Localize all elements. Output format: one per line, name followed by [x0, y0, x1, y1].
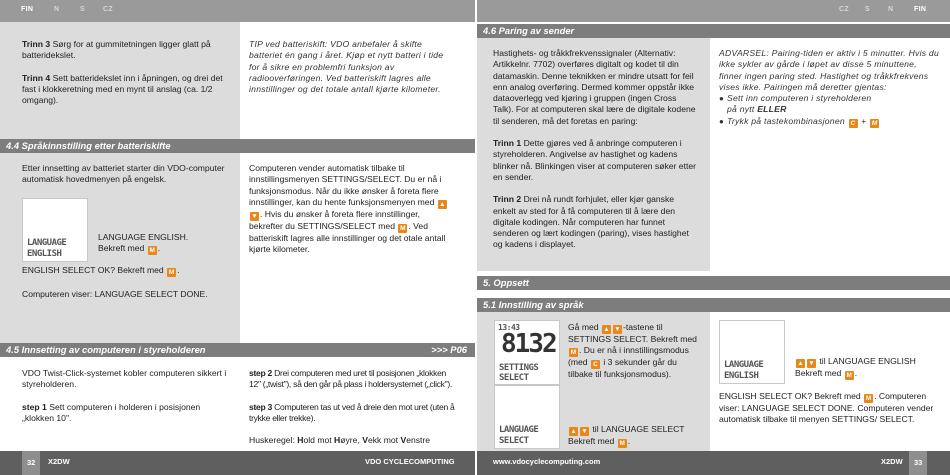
lcd-clock: 13:43 — [498, 323, 520, 332]
section-title-4-4 — [0, 139, 475, 153]
section-title-5-1 — [477, 298, 950, 312]
bullet-icon: ● — [719, 116, 725, 126]
section-4-4-title: 4.4 Språkinnstilling etter batteriskifte — [6, 140, 171, 151]
sec46-body — [493, 48, 698, 251]
rule-rest: old mot — [303, 435, 335, 446]
rule-letter: H — [297, 435, 304, 446]
sec44-select-ok: ENGLISH SELECT OK? Bekreft med M . — [22, 265, 180, 276]
lang-tab-s-right: S — [865, 6, 870, 13]
lcd-line-2: ENGLISH — [27, 249, 62, 259]
go-with: Gå med — [568, 322, 599, 332]
trinn3-label: Trinn 3 — [22, 39, 51, 49]
settings-step2: ▲ ▼ til LANGUAGE SELECT Bekreft med M . — [568, 424, 685, 447]
battery-steps — [22, 39, 227, 106]
sec45-body — [22, 368, 232, 424]
bullet2-text: Trykk på tastekombinasjonen — [727, 115, 845, 126]
up-key-icon: ▲ — [439, 200, 446, 208]
sec45-intro: VDO Twist-Click-systemet kobler computeren sikkert i styreholderen. — [22, 368, 227, 390]
c-key-icon: C — [591, 360, 600, 369]
section-4-5-title: 4.5 Innsetting av computeren i styreholderen — [6, 344, 206, 355]
settings-step1-mid: -tastene til SETTINGS SELECT. Bekreft med — [568, 322, 697, 344]
footer-right — [477, 451, 950, 475]
lcd-settings-select — [494, 320, 560, 385]
settings-step1: Gå med ▲ ▼ -tastene til SETTINGS SELECT. Bekreft med M . Du er nå i innstillingsmodus (med C i 3 sekunder går du tilbake til funksjonsmodus). — [568, 322, 697, 380]
section-title-4-5 — [0, 343, 475, 357]
page-number-right: 33 — [909, 451, 927, 475]
lang-tab-cz-right: CZ — [839, 6, 849, 13]
footer-left — [0, 451, 475, 475]
bullet-icon: ● — [719, 94, 725, 104]
page-number-left: 32 — [22, 451, 40, 475]
m-key-icon: M — [400, 224, 406, 232]
step1-text: Sett computeren i holderen i posisjonen „klokken 10". — [22, 401, 201, 423]
lang-tab-n-right: N — [888, 6, 894, 13]
footer-model-left: X2DW — [48, 457, 70, 466]
lang-tab-fin: FIN — [21, 6, 34, 13]
lcd-line-2: ENGLISH — [724, 371, 759, 381]
section-title-5 — [477, 276, 950, 290]
rule-letter: V — [362, 435, 368, 446]
sec44-intro: Etter innsetting av batteriet starter din VDO-computer automatisk hovedmenyen på engelsk. — [22, 163, 225, 185]
sec44-right-2: Hvis du ønsker å foreta flere innstillinger, bekrefter du SETTINGS/SELECT med — [249, 208, 421, 231]
rule-rest: ekk mot — [367, 435, 401, 446]
settings-step4-rest: Computeren viser: LANGUAGE SELECT DONE. Computeren vender automatisk tilbake til menyen SETTINGS/ SELECT. — [719, 391, 934, 425]
plus-sign: + — [861, 115, 867, 126]
down-key-icon: ▼ — [808, 360, 815, 367]
sec44-right-text: Computeren vender automatisk tilbake til innstillingsmenyen SETTINGS/SELECT. Du er nå i funksjonsmodus. Når du ikke ønsker å foreta flere innstillinger, kan du hente funksjonsmenyen med ▲▼ . Hvis du ønsker å foreta flere innstillinger, bekrefter du SETTINGS/SELECT med M . Ved batteriskift lagres alle innstillinger og det otale antall kjørte kilometer. — [249, 163, 446, 255]
lang-tab-cz: CZ — [103, 6, 113, 13]
eller-label: ELLER — [757, 104, 787, 115]
step1-label: step 1 — [22, 401, 47, 412]
m-key-icon: M — [570, 349, 577, 357]
memory-rule — [249, 435, 459, 446]
header-strip-right — [477, 0, 950, 22]
bullet1-text: Sett inn computeren i styreholderen — [727, 93, 872, 104]
pairing-trinn1-label: Trinn 1 — [493, 138, 522, 149]
m-key-icon: M — [619, 440, 625, 447]
section-5-title: 5. Oppsett — [483, 277, 529, 288]
sec44-right-3: Ved batteriskift lagres alle innstillinger og det otale antall kjørte kilometer. — [249, 220, 446, 255]
sec46-intro: Hastighets- og tråkkfrekvenssignaler (Alternativ: Artikkelnr. 7702) overføres digitalt og kodet til din datamaskin. Denne teknikken er mindre utsatt for feil enn analog overføring. Dermed kommer oppstår ikke dataoverlegg ved kjøring i gruppen (ingen Cross Talk). For at computeren skal lære de digitale kodene til senderen, må det foretas en paring: — [493, 48, 696, 126]
rule-letter: V — [400, 435, 407, 446]
m-key-icon: M — [168, 269, 175, 276]
trinn4-text: Sett batteridekslet inn i åpningen, og drei det fast i klokkeretning med en mynt til anslag (ca. 1/2 omgang). — [22, 72, 223, 106]
m-key-icon: M — [846, 372, 852, 379]
confirm-label: Bekreft med — [795, 368, 842, 378]
settings-step4: ENGLISH SELECT OK? Bekreft med M . Computeren viser: LANGUAGE SELECT DONE. Computeren vender automatisk tilbake til menyen SETTINGS/ SELECT. — [719, 391, 934, 425]
footer-brand: VDO CYCLECOMPUTING — [365, 457, 455, 466]
lcd-big-digits: 8132 — [501, 329, 556, 359]
lcd-line-1: LANGUAGE — [27, 238, 67, 248]
rule-rest: øyre, — [340, 435, 363, 446]
step3-text: Computeren tas ut ved å dreie den mot uret (uten å trykke eller trekke). — [249, 401, 455, 423]
step3-label: step 3 — [249, 401, 273, 412]
confirm-label: Bekreft med — [568, 436, 615, 446]
rule-rest: enstre — [406, 435, 431, 446]
pairing-trinn1-text: Dette gjøres ved å anbringe computeren i styreholderen. Angivelse av hastighet og kadens blinker nå. Blinkingen viser at computeren søker etter en sender. — [493, 138, 697, 182]
up-key-icon: ▲ — [797, 360, 804, 367]
trinn4-label: Trinn 4 — [22, 72, 51, 83]
m-key-icon: M — [865, 395, 872, 402]
lcd-language-english — [22, 198, 88, 262]
pairing-trinn2-label: Trinn 2 — [493, 194, 522, 205]
m-key-icon: M — [871, 119, 878, 127]
lcd-line-2: SELECT — [499, 373, 529, 383]
lang-english-label: LANGUAGE ENGLISH. — [98, 232, 189, 242]
settings-step2-text: til LANGUAGE SELECT — [592, 424, 685, 434]
section-title-4-6 — [477, 24, 950, 38]
rule-prefix: Huskeregel: — [249, 435, 295, 446]
pairing-warning — [719, 48, 939, 128]
battery-tip: TIP ved batteriskift: VDO anbefaler å skifte batteriet én gang i året. Kjøp et nytt batteri i tide for å sikre en problemfri funksjon av radiooverføringen. Ved batteriskift lagres alle innstillinger og det totale antall kjørte kilometer. — [249, 39, 444, 95]
sec44-right-1: Computeren vender automatisk tilbake til innstillingsmenyen SETTINGS/SELECT. Du er nå i funksjonsmodus. Når du ikke ønsker å foreta flere innstillinger, kan du hente funksjonsmenyen med — [249, 163, 442, 207]
lcd-line-2: SELECT — [499, 436, 529, 446]
lang-tab-fin-right: FIN — [914, 6, 927, 13]
footer-model-right: X2DW — [881, 457, 903, 466]
lcd-language-select — [494, 385, 560, 449]
lcd-line-1: LANGUAGE — [499, 425, 539, 435]
lcd-line-1: LANGUAGE — [724, 360, 764, 370]
sec44-shows: Computeren viser: LANGUAGE SELECT DONE. — [22, 289, 208, 299]
lcd-line-1: SETTINGS — [499, 363, 539, 373]
settings-step3-text: til LANGUAGE ENGLISH — [819, 356, 916, 366]
lang-tab-n: N — [54, 6, 60, 13]
warning-text: ADVARSEL: Pairing-tiden er aktiv i 5 minutter. Hvis du ikke sykler av gårde i løpet av disse 5 minuttene, finner ingen paring sted. Hastighet og tråkkfrekvens vises ikke. Pairingen må deretter gjentas: — [719, 48, 939, 92]
pairing-trinn2-text: Drei nå rundt forhjulet, eller kjør ganske enkelt av sted for å få computeren til å lære den digitale kodingen. Når computeren har funnet senderen og lært kodingen (paring), vises hastighet og kadens i displayet. — [493, 194, 689, 250]
lang-tab-s: S — [80, 6, 85, 13]
sec44-lang-caption: LANGUAGE ENGLISH. Bekreft med M . — [98, 232, 228, 255]
c-key-icon: C — [849, 119, 858, 128]
bullet1-cont: på nytt — [727, 104, 755, 115]
select-ok-text: ENGLISH SELECT OK? Bekreft med — [22, 265, 164, 275]
section-4-6-title: 4.6 Paring av sender — [483, 25, 575, 36]
step2-text: Drei computeren med uret til posisjonen „klokken 12" („twist"), så den går på plass i holdersystemet („click"). — [249, 368, 453, 390]
trinn3-text: Sørg for at gummitetningen ligger glatt på batteridekslet. — [22, 39, 211, 61]
settings-step1-b: Du er nå i innstillingsmodus (med — [568, 345, 689, 368]
sec45-steps — [249, 368, 459, 446]
m-key-icon: M — [149, 247, 155, 255]
confirm-label: Bekreft med — [98, 243, 145, 254]
lcd-language-english-2 — [719, 320, 785, 384]
step2-label: step 2 — [249, 368, 273, 378]
page-reference: >>> P06 — [431, 344, 467, 355]
up-key-icon: ▲ — [603, 326, 610, 333]
settings-step1-c: i 3 sekunder går du tilbake til funksjonsmodus). — [568, 357, 677, 380]
footer-url: www.vdocyclecomputing.com — [493, 457, 601, 466]
up-key-icon: ▲ — [570, 428, 577, 435]
settings-step4-text: ENGLISH SELECT OK? Bekreft med — [719, 391, 861, 401]
header-strip-left — [0, 0, 475, 22]
down-key-icon: ▼ — [581, 428, 588, 435]
down-key-icon: ▼ — [251, 212, 258, 220]
settings-step3: ▲ ▼ til LANGUAGE ENGLISH Bekreft med M . — [795, 356, 916, 379]
section-5-1-title: 5.1 Innstilling av språk — [483, 299, 584, 310]
rule-letter: H — [334, 435, 341, 446]
down-key-icon: ▼ — [614, 326, 621, 333]
